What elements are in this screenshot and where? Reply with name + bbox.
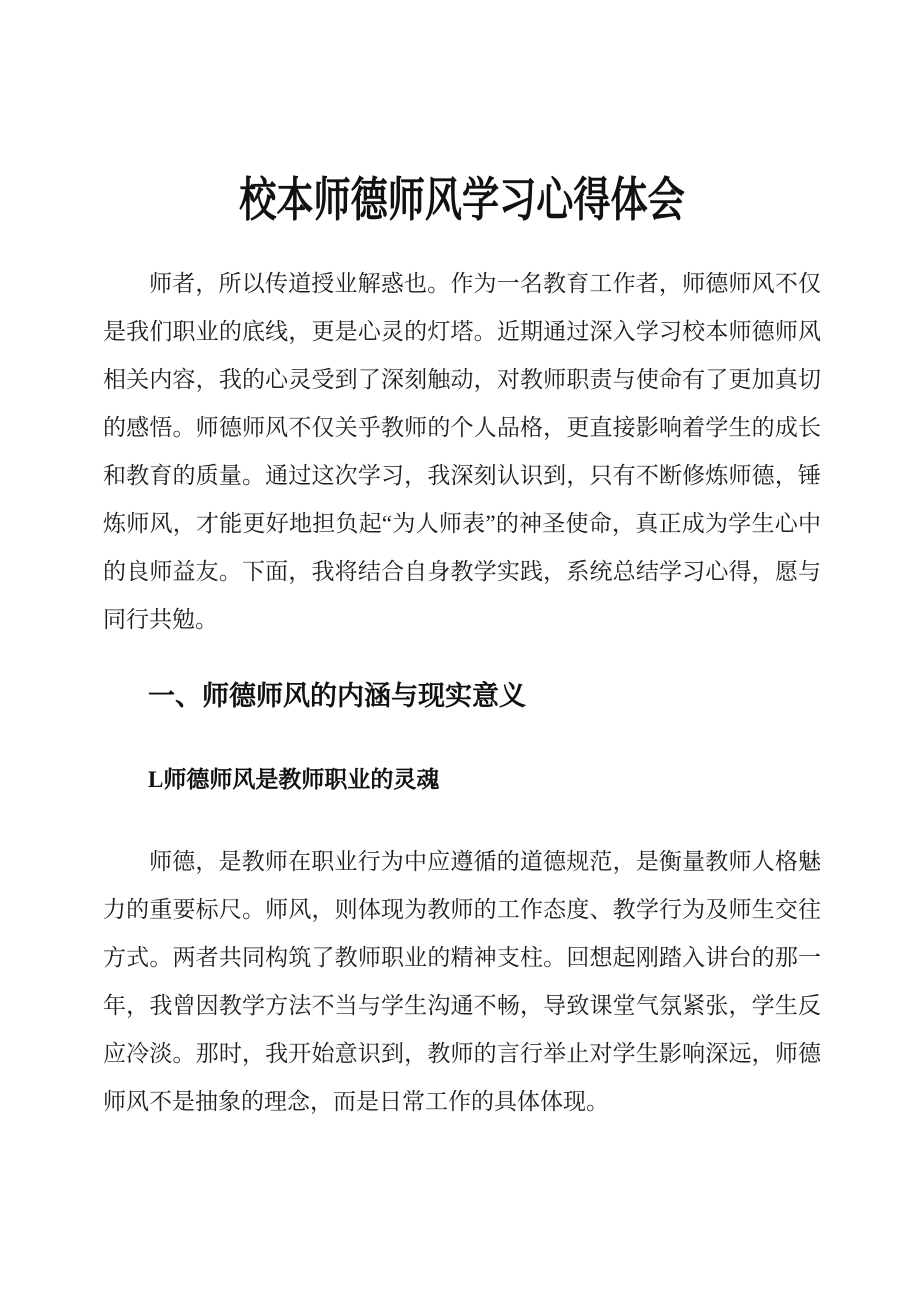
document-title [103,174,821,226]
document-title-text: 校本师德师风学习心得体会 [239,173,685,226]
section-1-heading: 一、师德师风的内涵与现实意义 [148,681,526,711]
subsection-1-paragraph: 师德，是教师在职业行为中应遵循的道德规范，是衡量教师人格魅力的重要标尺。师风，则体现为教师的工作态度、教学行为及师生交往方式。两者共同构筑了教师职业的精神支柱。回想起刚踏入讲台的那一年，我曾因教学方法不当与学生沟通不畅，导致课堂气氛紧张，学生反应冷淡。那时，我开始意识到，教师的言行举止对学生影响深远，师德师风不是抽象的理念，而是日常工作的具体体现。 [103,849,821,1114]
subsection-1-heading-text: 师德师风是教师职业的灵魂 [163,766,440,792]
document-content [0,174,920,1126]
subsection-1-number: L [148,767,164,792]
intro-paragraph: 师者，所以传道授业解惑也。作为一名教育工作者，师德师风不仅是我们职业的底线，更是心灵的灯塔。近期通过深入学习校本师德师风相关内容，我的心灵受到了深刻触动，对教师职责与使命有了更加真切的感悟。师德师风不仅关乎教师的个人品格，更直接影响着学生的成长和教育的质量。通过这次学习，我深刻认识到，只有不断修炼师德，锤炼师风，才能更好地担负起“为人师表”的神圣使命，真正成为学生心中的良师益友。下面，我将结合自身教学实践，系统总结学习心得，愿与同行共勉。 [103,271,821,632]
subsection-1-heading [103,762,821,797]
